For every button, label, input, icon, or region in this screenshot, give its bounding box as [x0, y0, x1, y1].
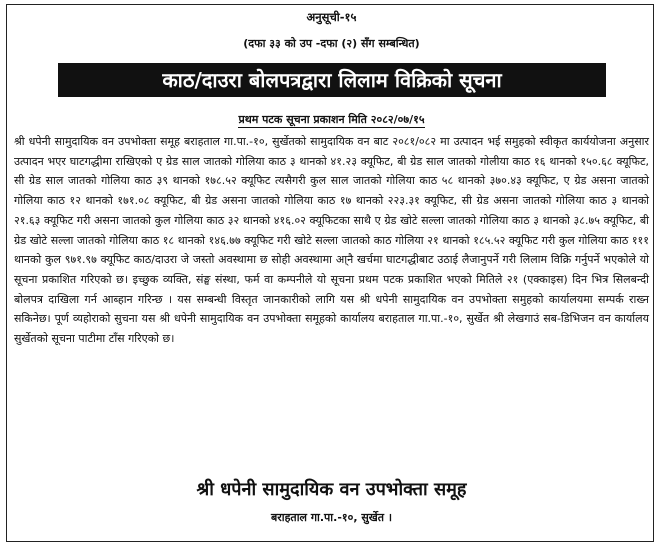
issuer-name: श्री धपेनी सामुदायिक वन उपभोक्ता समूह: [196, 479, 467, 500]
annex-heading: अनुसूची-१५: [306, 10, 357, 24]
publication-date-line: [0, 112, 663, 127]
notice-title: काठ/दाउरा बोलपत्रद्वारा लिलाम विक्रिको सूचना: [58, 63, 606, 97]
notice-body: श्री धपेनी सामुदायिक वन उपभोक्ता समूह बराहताल गा.पा.-१०, सुर्खेतको सामुदायिक वन बाट २०८१/०८२ मा उत्पादन भई समुहको स्वीकृत कार्ययोजना अनुसार उत्पादन भएर घाटगद्धीमा राखिएको ए ग्रेड साल जातको गोलिया काठ ३ थानको ४१.२३ क्यूफिट, बी ग्रेड साल जातको गोलीया काठ १६ थानको १५०.६८ क्यूफिट, सी ग्रेड साल जातको गोलिया काठ ३९ थानको १७८.५२ क्यूफिट त्यसैगरी कुल साल जातको गोलिया काठ ५८ थानको ३७०.४३ क्यूफिट, ए ग्रेड असना जातको गोलिया काठ १२ थानको १७१.०८ क्यूफिट, बी ग्रेड असना जातको गोलिया काठ १७ थानको २२३.३१ क्यूफिट, सी ग्रेड असना जातको गोलिया काठ ३ थानको २१.६३ क्यूफिट गरी असना जातको कुल गोलिया काठ ३२ थानको ४१६.०२ क्यूफिटका साथै ए ग्रेड खोटे सल्ला जातको गोलिया काठ ३ थानको ३८.७५ क्यूफिट, बी ग्रेड खोटे सल्ला जातको गोलिया काठ १८ थानको १४६.७७ क्यूफिट गरी खोटे सल्ला जातको काठ गोलिया २१ थानको १८५.५२ क्यूफिट गरी कुल गोलिया काठ १११ थानको कुल ९७१.९७ क्यूफिट काठ/दाउरा जे जस्तो अवस्थामा छ सोही अवस्थामा आ्‌नै खर्चमा घाटगद्धीबाट उठाई लैजानुपर्ने गरी लिलाम विक्रि गर्नुपर्ने भएकोले यो सूचना प्रकाशित गरिएको छ। इच्छुक व्यक्ति, संङ्घ संस्था, फर्म वा कम्पनीले यो सूचना प्रथम पटक प्रकाशित भएको मितिले २१ (एक्काइस) दिन भित्र सिलबन्दी बोलपत्र दाखिला गर्न आब्हान गरिन्छ । यस सम्बन्धी विस्तृत जानकारीको लागि यस श्री धपेनी सामुदायिक वन उपभोक्ता समुहको कार्यालयमा सम्पर्क राख्न सकिनेछ। पूर्ण व्यहोराको सुचना यस श्री धपेनी सामुदायिक वन उपभोक्ता समूहको कार्यालय बराहताल गा.पा.-१०, सुर्खेत श्री लेखगाउं सब-डिभिजन वन कार्यालय सुर्खेतको सूचना पाटीमा टाँस गरिएको छ।: [14, 135, 649, 346]
publication-date-text: प्रथम पटक सूचना प्रकाशन मिति २०८२/०७/१५: [238, 113, 425, 126]
issuer-address: बराहताल गा.पा.-१०, सुर्खेत ।: [270, 511, 393, 524]
section-reference: (दफा ३३ को उप -दफा (२) सँग सम्बन्धित): [243, 37, 420, 50]
